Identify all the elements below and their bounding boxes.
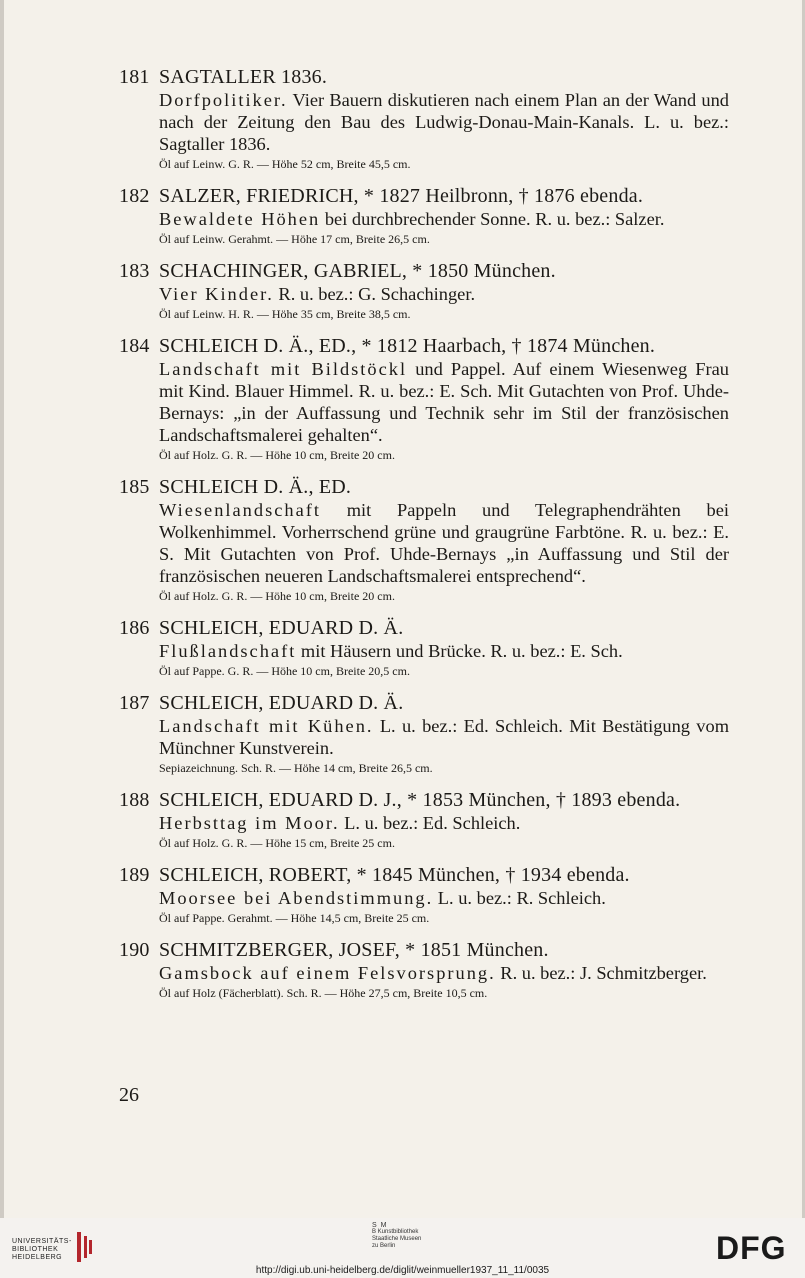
entry-description bbox=[159, 715, 729, 759]
artwork-text: mit Häusern und Brücke. R. u. bez.: E. Sch. bbox=[296, 641, 623, 661]
entry-description bbox=[159, 499, 729, 587]
artwork-title: Wiesenlandschaft bbox=[159, 500, 321, 520]
dfg-logo[interactable]: DFG bbox=[716, 1230, 787, 1266]
artwork-text: Vier Bauern diskutieren nach einem Plan an der Wand und nach der Zeitung den Bau des Ludwig-Donau-Main-Kanals. L. u. bez.: Sagtaller 1836. bbox=[159, 90, 729, 154]
technical-details: Öl auf Leinw. Gerahmt. — Höhe 17 cm, Breite 26,5 cm. bbox=[159, 232, 430, 246]
artwork-title: Bewaldete Höhen bbox=[159, 209, 321, 229]
catalog-entry bbox=[119, 260, 729, 323]
catalog-entry bbox=[119, 692, 729, 777]
artwork-text: R. u. bez.: J. Schmitzberger. bbox=[495, 963, 707, 983]
heidelberg-logo-icon[interactable] bbox=[74, 1230, 96, 1264]
entry-number: 182 bbox=[119, 185, 150, 207]
technical-details: Öl auf Leinw. G. R. — Höhe 52 cm, Breite 45,5 cm. bbox=[159, 157, 411, 171]
catalog-entry bbox=[119, 185, 729, 248]
entry-number: 181 bbox=[119, 66, 150, 88]
kb-line: Staatliche Museen bbox=[372, 1236, 422, 1242]
artwork-text: und Pappel. Auf einem Wiesenweg Frau mit Kind. Blauer Himmel. R. u. bez.: E. Sch. Mit Gutachten von Prof. Uhde-Bernays: „in der Auffassung und Technik sehr im Stil der französischen Landschaftsmalerei gehalten“. bbox=[159, 359, 729, 445]
artist-name: SCHLEICH, EDUARD D. Ä. bbox=[159, 692, 404, 714]
artwork-title: Landschaft mit Bildstöckl bbox=[159, 359, 408, 379]
entry-number: 188 bbox=[119, 789, 150, 811]
entry-description bbox=[159, 208, 729, 230]
page-url[interactable]: http://digi.ub.uni-heidelberg.de/diglit/weinmueller1937_11_11/0035 bbox=[255, 1265, 550, 1276]
catalog-entry bbox=[119, 476, 729, 605]
kb-line: B Kunstbibliothek bbox=[372, 1229, 419, 1235]
artwork-title: Herbsttag im Moor. bbox=[159, 813, 340, 833]
entry-heading bbox=[119, 617, 729, 640]
entry-number: 190 bbox=[119, 939, 150, 961]
technical-details: Öl auf Pappe. G. R. — Höhe 10 cm, Breite 20,5 cm. bbox=[159, 664, 410, 678]
entry-heading bbox=[119, 335, 729, 358]
technical-details: Öl auf Holz. G. R. — Höhe 10 cm, Breite 20 cm. bbox=[159, 448, 395, 462]
artist-name: SCHLEICH, EDUARD D. Ä. bbox=[159, 617, 404, 639]
catalog-entries bbox=[119, 66, 729, 1014]
entry-heading bbox=[119, 939, 729, 962]
entry-description bbox=[159, 283, 729, 305]
artwork-title: Vier Kinder. bbox=[159, 284, 274, 304]
artwork-title: Dorfpolitiker. bbox=[159, 90, 288, 110]
artwork-title: Landschaft mit Kühen. bbox=[159, 716, 374, 736]
catalog-page bbox=[4, 0, 802, 1218]
entry-description bbox=[159, 89, 729, 155]
artwork-text: mit Pappeln und Telegraphendrähten bei Wolkenhimmel. Vorherrschend grüne und graugrüne Farbtöne. R. u. bez.: E. S. Mit Gutachten von Prof. Uhde-Bernays „in Auffassung und Stil der französischen neueren Landschaftsmalerei entsprechend“. bbox=[159, 500, 729, 586]
entry-heading bbox=[119, 185, 729, 208]
artwork-title: Gamsbock auf einem Felsvorsprung. bbox=[159, 963, 496, 983]
artist-name: SCHACHINGER, GABRIEL, * 1850 München. bbox=[159, 260, 556, 282]
entry-heading bbox=[119, 789, 729, 812]
page-number: 26 bbox=[119, 1084, 139, 1106]
artwork-text: bei durchbrechender Sonne. R. u. bez.: Salzer. bbox=[320, 209, 665, 229]
artist-name: SCHLEICH D. Ä., ED., * 1812 Haarbach, † 1874 München. bbox=[159, 335, 656, 357]
technical-details: Sepiazeichnung. Sch. R. — Höhe 14 cm, Breite 26,5 cm. bbox=[159, 761, 433, 775]
technical-details: Öl auf Holz (Fächerblatt). Sch. R. — Höhe 27,5 cm, Breite 10,5 cm. bbox=[159, 986, 488, 1000]
entry-heading bbox=[119, 66, 729, 89]
catalog-entry bbox=[119, 939, 729, 1002]
university-line: UNIVERSITÄTS- bbox=[12, 1238, 72, 1245]
entry-heading bbox=[119, 692, 729, 715]
entry-number: 184 bbox=[119, 335, 150, 357]
technical-details: Öl auf Pappe. Gerahmt. — Höhe 14,5 cm, Breite 25 cm. bbox=[159, 911, 430, 925]
catalog-entry bbox=[119, 617, 729, 680]
artwork-text: R. u. bez.: G. Schachinger. bbox=[273, 284, 476, 304]
catalog-entry bbox=[119, 789, 729, 852]
catalog-entry bbox=[119, 864, 729, 927]
entry-heading bbox=[119, 260, 729, 283]
artist-name: SCHMITZBERGER, JOSEF, * 1851 München. bbox=[159, 939, 549, 961]
artist-name: SALZER, FRIEDRICH, * 1827 Heilbronn, † 1876 ebenda. bbox=[159, 185, 644, 207]
catalog-entry bbox=[119, 66, 729, 173]
entry-heading bbox=[119, 864, 729, 887]
university-library-name[interactable] bbox=[12, 1238, 72, 1262]
artwork-title: Flußlandschaft bbox=[159, 641, 297, 661]
entry-description bbox=[159, 640, 729, 662]
artwork-text: L. u. bez.: Ed. Schleich. Mit Bestätigung vom Münchner Kunstverein. bbox=[159, 716, 729, 758]
kb-line: S M bbox=[372, 1222, 388, 1229]
university-line: HEIDELBERG bbox=[12, 1254, 63, 1261]
entry-description bbox=[159, 358, 729, 446]
artist-name: SCHLEICH D. Ä., ED. bbox=[159, 476, 352, 498]
entry-description bbox=[159, 887, 729, 909]
entry-heading bbox=[119, 476, 729, 499]
artwork-title: Moorsee bei Abendstimmung. bbox=[159, 888, 434, 908]
artist-name: SAGTALLER 1836. bbox=[159, 66, 328, 88]
entry-number: 189 bbox=[119, 864, 150, 886]
artist-name: SCHLEICH, EDUARD D. J., * 1853 München, † 1893 ebenda. bbox=[159, 789, 681, 811]
artwork-text: L. u. bez.: R. Schleich. bbox=[433, 888, 606, 908]
entry-number: 185 bbox=[119, 476, 150, 498]
entry-number: 183 bbox=[119, 260, 150, 282]
technical-details: Öl auf Holz. G. R. — Höhe 10 cm, Breite 20 cm. bbox=[159, 589, 395, 603]
technical-details: Öl auf Leinw. H. R. — Höhe 35 cm, Breite 38,5 cm. bbox=[159, 307, 411, 321]
kunstbibliothek-logo[interactable] bbox=[372, 1222, 421, 1250]
technical-details: Öl auf Holz. G. R. — Höhe 15 cm, Breite 25 cm. bbox=[159, 836, 395, 850]
catalog-entry bbox=[119, 335, 729, 464]
entry-number: 187 bbox=[119, 692, 150, 714]
university-line: BIBLIOTHEK bbox=[12, 1246, 59, 1253]
kb-line: zu Berlin bbox=[372, 1243, 396, 1249]
entry-description bbox=[159, 962, 729, 984]
entry-number: 186 bbox=[119, 617, 150, 639]
entry-description bbox=[159, 812, 729, 834]
artwork-text: L. u. bez.: Ed. Schleich. bbox=[339, 813, 521, 833]
artist-name: SCHLEICH, ROBERT, * 1845 München, † 1934 ebenda. bbox=[159, 864, 630, 886]
